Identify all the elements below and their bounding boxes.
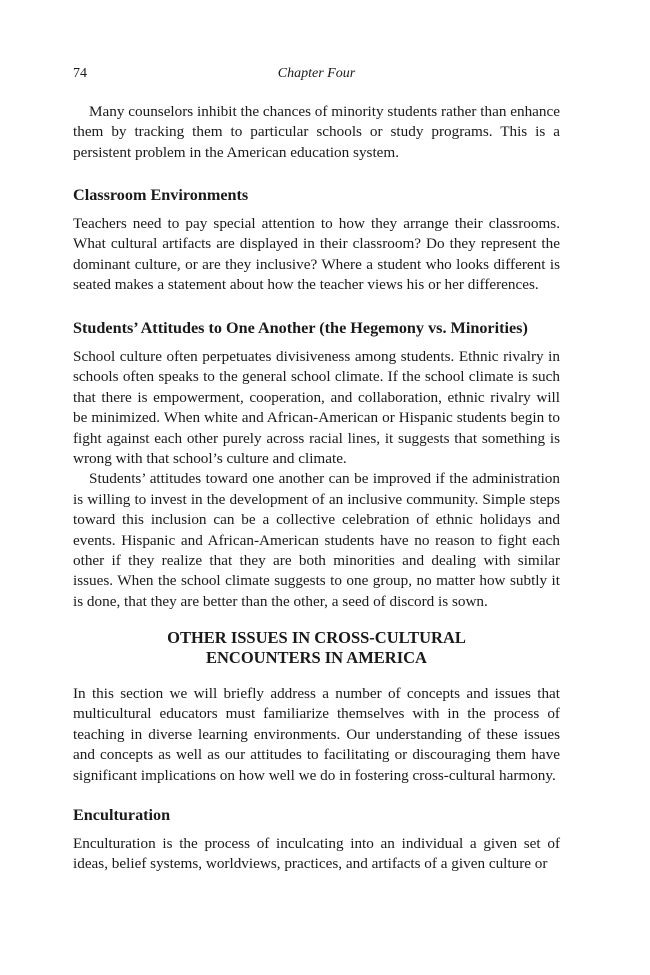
other-issues-heading-line-2: ENCOUNTERS IN AMERICA bbox=[206, 648, 427, 667]
enculturation-body bbox=[73, 834, 560, 875]
students-paragraph-1: School culture often perpetuates divisiveness among students. Ethnic rivalry in schools often speaks to the general school climate. If the school climate is such that there is empowerment, cooperation, and collaboration, ethnic rivalry will be minimized. When white and African-American or Hispanic students begin to fight against each other purely across racial lines, it suggests that something is wrong with that school’s culture and climate. bbox=[73, 348, 560, 468]
enculturation-heading: Enculturation bbox=[73, 806, 171, 824]
students-heading: Students’ Attitudes to One Another (the Hegemony vs. Minorities) bbox=[73, 319, 528, 337]
intro-paragraph: Many counselors inhibit the chances of minority students rather than enhance them by tracking them to particular schools or study programs. This is a persistent problem in the American education system. bbox=[73, 103, 560, 161]
classroom-body bbox=[73, 214, 560, 296]
enculturation-paragraph: Enculturation is the process of inculcating into an individual a given set of ideas, belief systems, worldviews, practices, and artifacts of a given culture or bbox=[73, 835, 560, 873]
students-paragraph-2: Students’ attitudes toward one another can be improved if the administration is willing to invest in the development of an inclusive community. Simple steps toward this inclusion can be a collective celebration of ethnic holidays and events. Hispanic and African-American students have no reason to fight each other if they realize that they are both minorities and dealing with similar issues. When the school climate suggests to one group, no matter how subtly it is done, that they are better than the other, a seed of discord is sown. bbox=[73, 470, 560, 610]
other-issues-paragraph: In this section we will briefly address a number of concepts and issues that multicultural educators must familiarize themselves with in the process of teaching in diverse learning environments. Our understanding of these issues and concepts as well as our attitudes to facilitating or discouraging them have significant implications on how well we do in fostering cross-cultural harmony. bbox=[73, 685, 560, 784]
chapter-title: Chapter Four bbox=[277, 66, 356, 81]
students-body bbox=[73, 347, 560, 612]
enculturation-heading-block bbox=[73, 806, 560, 825]
other-issues-heading-block bbox=[73, 628, 560, 668]
running-head bbox=[73, 66, 560, 86]
classroom-paragraph: Teachers need to pay special attention to how they arrange their classrooms. What cultural artifacts are displayed in their classroom? Do they represent the dominant culture, or are they inclusive? Where a student who looks different is seated makes a statement about how the teacher views his or her differences. bbox=[73, 215, 560, 294]
students-heading-block bbox=[73, 319, 560, 338]
intro-block bbox=[73, 102, 560, 163]
classroom-heading-block bbox=[73, 186, 560, 205]
other-issues-body bbox=[73, 684, 560, 786]
classroom-heading: Classroom Environments bbox=[73, 186, 249, 204]
page-number: 74 bbox=[73, 66, 87, 81]
other-issues-heading-line-1: OTHER ISSUES IN CROSS-CULTURAL bbox=[167, 628, 466, 647]
